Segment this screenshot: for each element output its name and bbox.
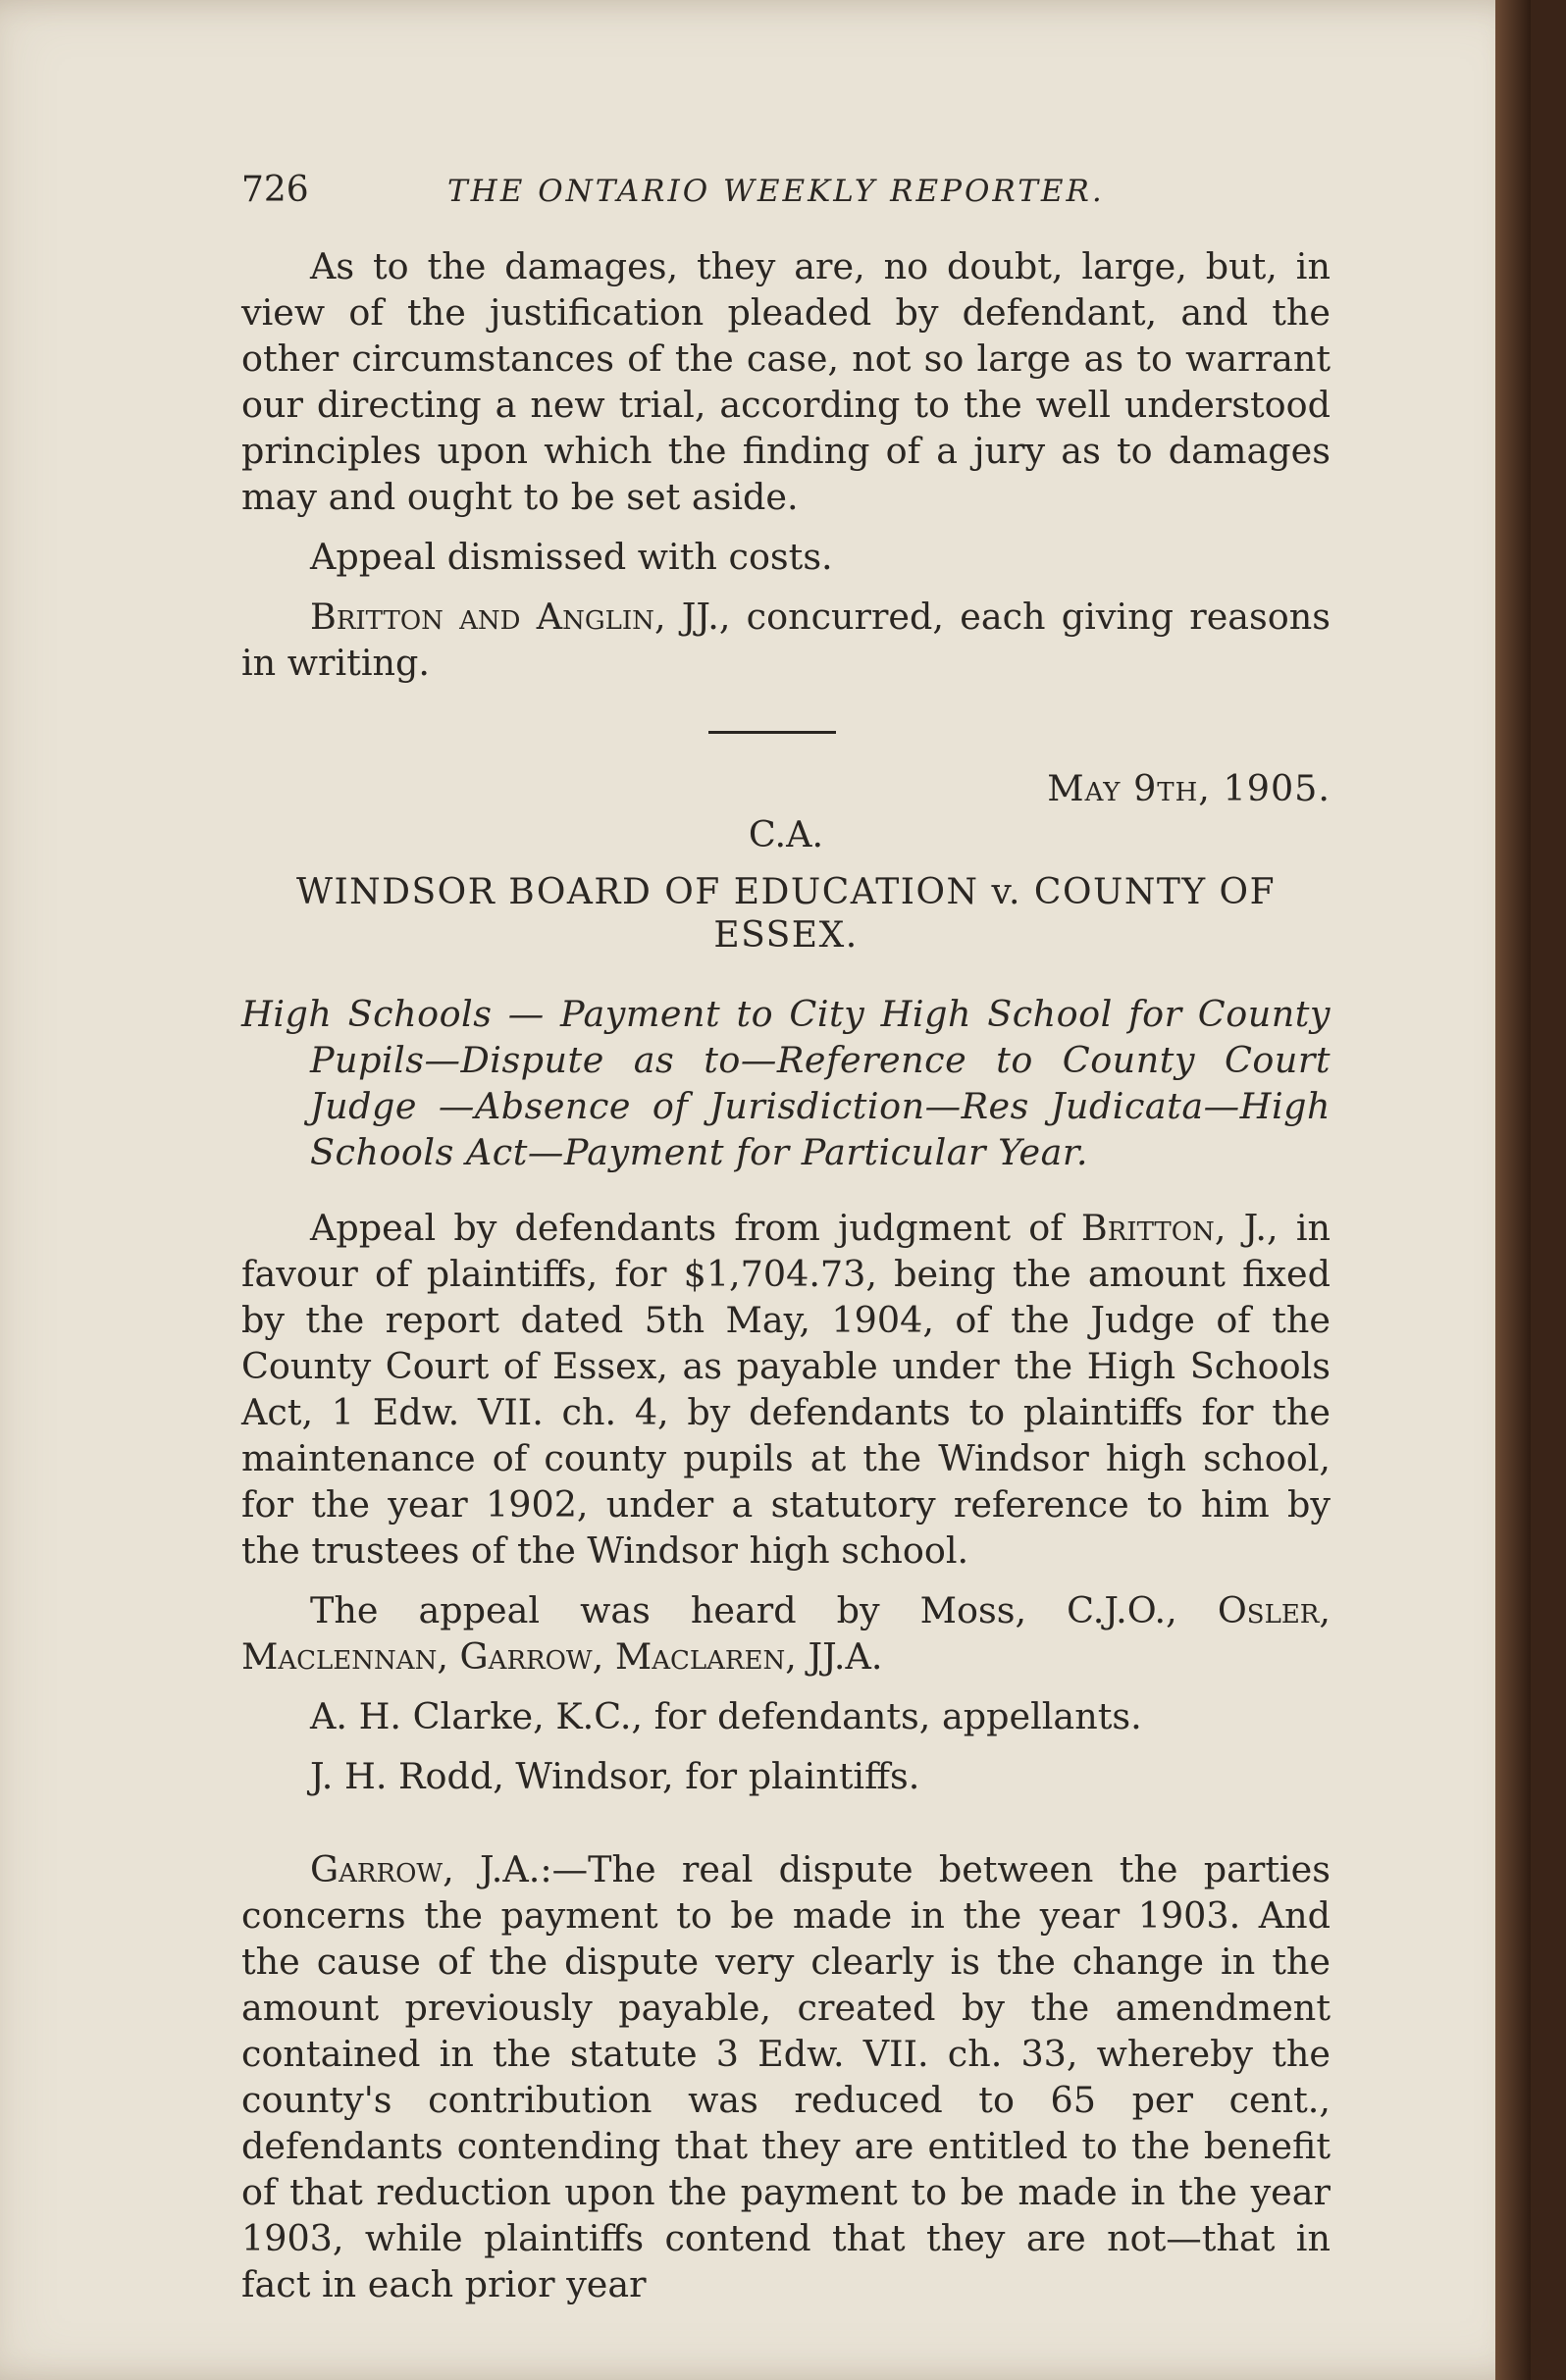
concurring-judges: Britton and Anglin: [310, 595, 654, 638]
case-date: May 9th, 1905.: [1047, 767, 1331, 809]
case-title: WINDSOR BOARD OF EDUCATION v. COUNTY OF ESSEX.: [295, 872, 1277, 956]
page-number: 726: [241, 170, 309, 210]
concurrence-text: , JJ., concurred, each giving reasons in writing.: [241, 595, 1331, 684]
appeal-text: , J., in favour of plaintiffs, for $1,704.73, being the amount fixed by the report dated 5th May, 1904, of the Judge of the County Court of Essex, as payable under the High Schools Act, 1 Edw. VII. ch. 4, by defendants to plaintiffs for the maintenance of county pupils at the Windsor high school, for the year 1902, under a statutory reference to him by the trustees of the Windsor high school.: [241, 1207, 1331, 1572]
appeal-paragraph: [241, 1205, 1331, 1574]
heard-paragraph: [241, 1587, 1331, 1680]
running-head: [241, 167, 1331, 226]
concurrence-paragraph: [241, 594, 1331, 686]
trial-judge: Britton: [1080, 1207, 1215, 1249]
text-column: [241, 167, 1331, 2321]
appeal-judges: Osler, Maclennan, Garrow, Maclaren: [241, 1589, 1331, 1678]
headnote: High Schools — Payment to City High School for County Pupils—Dispute as to—Reference to County Court Judge —Absence of Jurisdiction—Res Judicata—High Schools Act—Payment for Particular Year.: [241, 993, 1331, 1173]
appeal-intro: Appeal by defendants from judgment of: [310, 1207, 1081, 1249]
journal-title: THE ONTARIO WEEKLY REPORTER.: [447, 174, 1105, 209]
opinion-author: Garrow: [310, 1848, 444, 1890]
dismissal-line: Appeal dismissed with costs.: [310, 536, 833, 578]
court-designation: C.A.: [748, 813, 824, 855]
page-edge: [1495, 0, 1531, 2380]
opinion-text: , J.A.:—The real dispute between the parties concerns the payment to be made in the year 1903. And the cause of the dispute very clearly is the change in the amount previously payable, created by the amendment contained in the statute 3 Edw. VII. ch. 33, whereby the county's contribution was reduced to 65 per cent., defendants contending that they are entitled to the benefit of that reduction upon the payment to be made in the year 1903, while plaintiffs contend that they are not—that in fact in each prior year: [241, 1848, 1331, 2305]
section-divider: [708, 731, 836, 734]
damages-paragraph: As to the damages, they are, no doubt, large, but, in view of the justification pleaded by defendant, and the other circumstances of the case, not so large as to warrant our directing a new trial, according to the well understood principles upon which the finding of a jury as to damages may and ought to be set aside.: [241, 245, 1331, 518]
heard-intro: The appeal was heard by Moss, C.J.O.,: [310, 1589, 1218, 1631]
opinion-paragraph: [241, 1846, 1331, 2307]
counsel-plaintiffs: J. H. Rodd, Windsor, for plaintiffs.: [310, 1755, 920, 1797]
counsel-defendants: A. H. Clarke, K.C., for defendants, appellants.: [310, 1695, 1142, 1737]
heard-text: , JJ.A.: [785, 1635, 883, 1678]
